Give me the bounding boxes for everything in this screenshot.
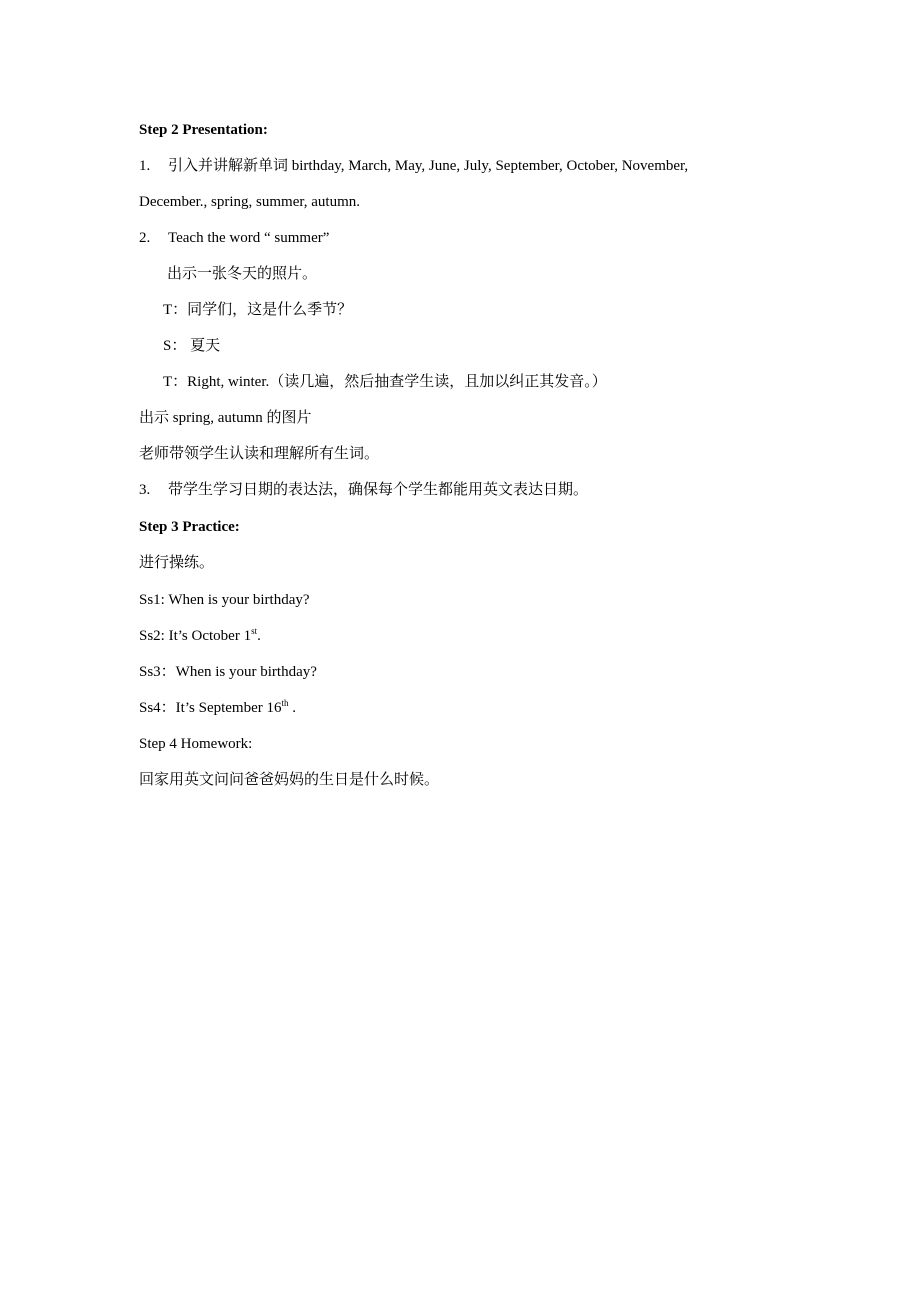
item-1-number: 1. [139, 158, 151, 174]
ss2-superscript: st [251, 626, 258, 636]
ss4-text: Ss4：It’s September 16 [139, 700, 282, 716]
ss4-end: . [288, 700, 297, 716]
step2-item-2 [139, 228, 329, 248]
item-2-text: Teach the word “ summer” [168, 230, 330, 246]
step4-heading: Step 4 Homework: [139, 736, 253, 752]
step2-item-1-continuation: December., spring, summer, autumn. [139, 194, 361, 210]
step2-heading: Step 2 Presentation: [139, 122, 268, 138]
ss4-superscript: th [281, 698, 289, 708]
item-3-number: 3. [139, 482, 151, 498]
step2-item-3 [139, 480, 588, 500]
ss2-end: . [257, 628, 261, 644]
item-1-text: 引入并讲解新单词 birthday, March, May, June, July, September, October, November, [168, 158, 689, 174]
show-photo-line: 出示一张冬天的照片。 [167, 266, 318, 282]
teacher-question-line: T：同学们，这是什么季节？ [163, 302, 353, 318]
step2-item-1 [139, 156, 688, 176]
homework-task-line: 回家用英文问问爸爸妈妈的生日是什么时候。 [139, 772, 440, 788]
lead-reading-line: 老师带领学生认读和理解所有生词。 [139, 446, 380, 462]
step3-heading: Step 3 Practice: [139, 519, 240, 535]
ss2-text: Ss2: It’s October 1 [139, 628, 252, 644]
ss1-line: Ss1: When is your birthday? [139, 592, 310, 608]
ss4-line [139, 698, 296, 718]
ss2-line [139, 626, 261, 646]
item-2-number: 2. [139, 230, 151, 246]
show-pictures-line: 出示 spring, autumn 的图片 [139, 410, 312, 426]
teacher-response-line: T：Right, winter.（读几遍，然后抽查学生读，且加以纠正其发音。） [163, 374, 607, 390]
student-answer-line: S： 夏天 [163, 338, 221, 354]
drill-line: 进行操练。 [139, 555, 215, 571]
ss3-line: Ss3：When is your birthday? [139, 664, 317, 680]
item-3-text: 带学生学习日期的表达法，确保每个学生都能用英文表达日期。 [168, 482, 589, 498]
